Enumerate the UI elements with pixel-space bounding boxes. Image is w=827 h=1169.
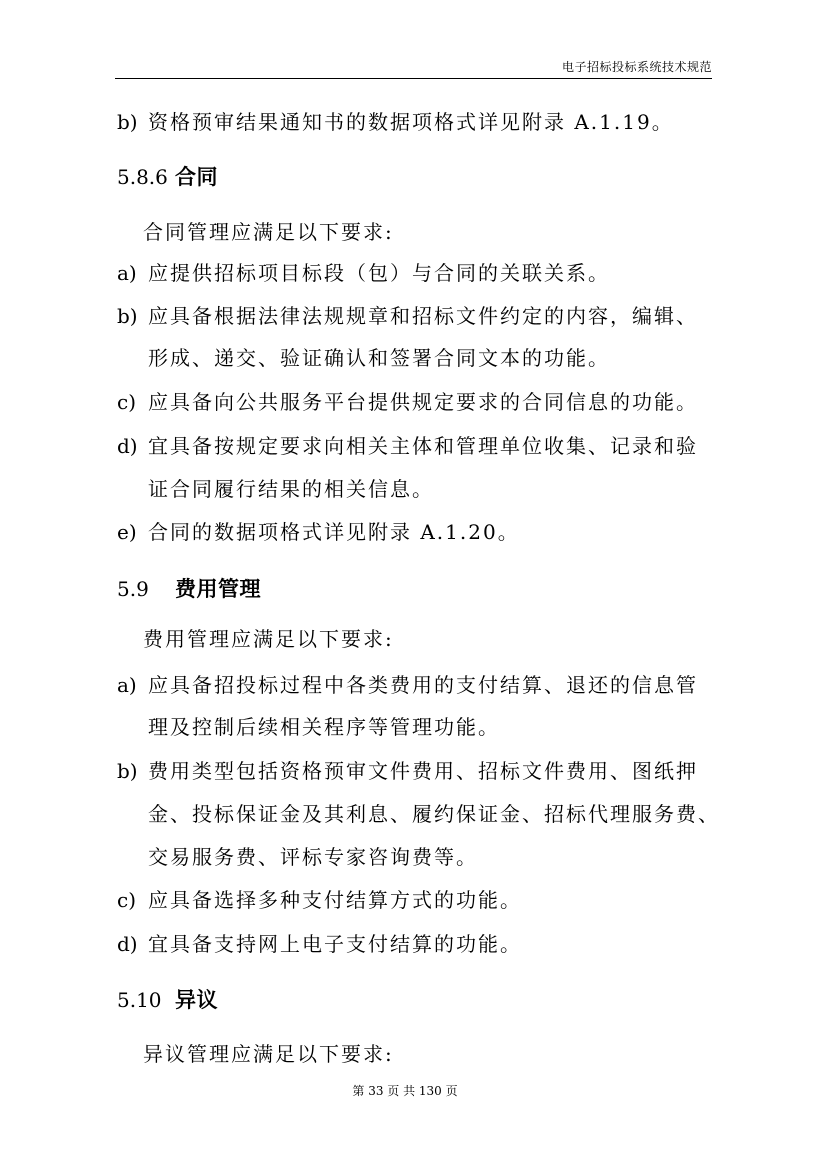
- running-header-title: 电子招标投标系统技术规范: [561, 60, 712, 74]
- list-item: [117, 388, 698, 416]
- list-item-text: 费用类型包括资格预审文件费用、招标文件费用、图纸押: [148, 759, 698, 783]
- list-item-label: b): [117, 304, 138, 328]
- list-item: [117, 108, 674, 136]
- list-item-continuation: 交易服务费、评标专家咨询费等。: [148, 845, 478, 869]
- list-item-label: b): [117, 110, 138, 134]
- section-title: 合同: [175, 165, 218, 189]
- section-number: 5.10: [117, 988, 162, 1012]
- list-item-label: b): [117, 759, 138, 783]
- list-item: [117, 259, 610, 287]
- list-item-text: 宜具备支持网上电子支付结算的功能。: [148, 932, 522, 956]
- section-intro: 合同管理应满足以下要求:: [143, 220, 394, 244]
- list-item-text: 应具备招投标过程中各类费用的支付结算、退还的信息管: [148, 673, 698, 697]
- list-item: [117, 671, 698, 699]
- list-item: [117, 757, 698, 785]
- list-item-text: 宜具备按规定要求向相关主体和管理单位收集、记录和验: [148, 434, 698, 458]
- section-heading-5-9: [117, 574, 261, 606]
- list-item-label: a): [117, 261, 137, 285]
- list-item-label: c): [117, 888, 137, 912]
- section-title: 异议: [175, 988, 218, 1012]
- list-item-text: 应具备选择多种支付结算方式的功能。: [148, 888, 522, 912]
- list-item-text: 资格预审结果通知书的数据项格式详见附录 A.1.19。: [148, 110, 674, 134]
- list-item: [117, 886, 522, 914]
- list-item-continuation: 金、投标保证金及其利息、履约保证金、招标代理服务费、: [148, 802, 720, 826]
- list-item-label: d): [117, 434, 138, 458]
- page-number-footer: 第 33 页 共 130 页: [352, 1084, 458, 1098]
- list-item-text: 合同的数据项格式详见附录 A.1.20。: [148, 520, 520, 544]
- list-item: [117, 518, 520, 546]
- list-item-text: 应具备根据法律法规规章和招标文件约定的内容，编辑、: [148, 304, 698, 328]
- list-item-continuation: 证合同履行结果的相关信息。: [148, 477, 434, 501]
- header-divider: [115, 78, 712, 79]
- list-item-label: d): [117, 932, 138, 956]
- list-item: [117, 302, 698, 330]
- section-title: 费用管理: [175, 577, 261, 601]
- list-item-label: c): [117, 390, 137, 414]
- list-item: [117, 930, 522, 958]
- section-heading-5-10: [117, 985, 218, 1017]
- section-number: 5.8.6: [117, 165, 168, 189]
- section-intro: 费用管理应满足以下要求:: [143, 627, 394, 651]
- list-item-text: 应具备向公共服务平台提供规定要求的合同信息的功能。: [148, 390, 698, 414]
- list-item-text: 应提供招标项目标段（包）与合同的关联关系。: [148, 261, 610, 285]
- list-item: [117, 432, 698, 460]
- section-heading-5-8-6: [117, 162, 218, 194]
- section-intro: 异议管理应满足以下要求:: [143, 1042, 394, 1066]
- list-item-continuation: 理及控制后续相关程序等管理功能。: [148, 715, 500, 739]
- section-number: 5.9: [117, 577, 149, 601]
- list-item-continuation: 形成、递交、验证确认和签署合同文本的功能。: [148, 346, 610, 370]
- list-item-label: a): [117, 673, 137, 697]
- list-item-label: e): [117, 520, 137, 544]
